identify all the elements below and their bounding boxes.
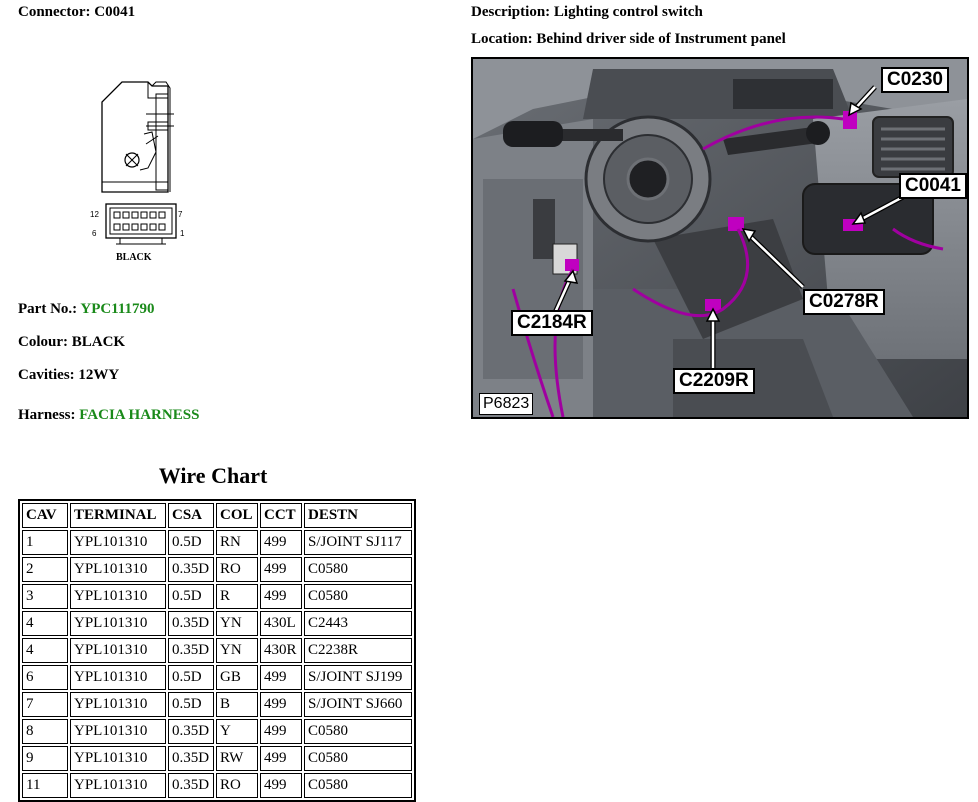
description-label: Description: xyxy=(471,4,551,20)
col-header-terminal: TERMINAL xyxy=(70,503,166,528)
table-row xyxy=(22,773,412,798)
cavities-label: Cavities: xyxy=(18,367,75,383)
pin-label-7: 7 xyxy=(178,210,183,219)
table-row xyxy=(22,746,412,771)
location-line xyxy=(471,31,786,48)
cell-cav: 3 xyxy=(22,584,68,609)
col-header-csa: CSA xyxy=(168,503,214,528)
callout-c0041: C0041 xyxy=(899,173,967,199)
cell-cav: 11 xyxy=(22,773,68,798)
table-row xyxy=(22,530,412,555)
cell-col: Y xyxy=(216,719,258,744)
cell-terminal: YPL101310 xyxy=(70,584,166,609)
cell-destn: S/JOINT SJ117 xyxy=(304,530,412,555)
cell-cct: 499 xyxy=(260,665,302,690)
col-header-cav: CAV xyxy=(22,503,68,528)
cell-destn: C0580 xyxy=(304,719,412,744)
cell-cav: 4 xyxy=(22,611,68,636)
description-value: Lighting control switch xyxy=(553,4,703,20)
cell-cav: 1 xyxy=(22,530,68,555)
location-photo xyxy=(471,57,969,419)
harness-line xyxy=(18,407,199,424)
part-no-label: Part No.: xyxy=(18,301,78,317)
cell-csa: 0.35D xyxy=(168,773,214,798)
cell-cct: 499 xyxy=(260,557,302,582)
cavities-line xyxy=(18,367,119,384)
cell-col: RO xyxy=(216,773,258,798)
cell-terminal: YPL101310 xyxy=(70,530,166,555)
connector-drawing xyxy=(86,74,196,268)
wire-chart-title: Wire Chart xyxy=(158,463,268,488)
cell-col: YN xyxy=(216,638,258,663)
callout-c2184r: C2184R xyxy=(511,310,593,336)
pin-label-12: 12 xyxy=(90,210,99,219)
connector-line xyxy=(18,4,135,21)
colour-line xyxy=(18,334,125,351)
cell-terminal: YPL101310 xyxy=(70,557,166,582)
wire-chart-table xyxy=(18,499,416,802)
cell-terminal: YPL101310 xyxy=(70,665,166,690)
cell-cct: 499 xyxy=(260,530,302,555)
colour-value: BLACK xyxy=(71,334,126,350)
cell-cav: 2 xyxy=(22,557,68,582)
table-row xyxy=(22,584,412,609)
cavities-value: 12WY xyxy=(78,367,120,383)
cell-destn: C0580 xyxy=(304,773,412,798)
connector-label: Connector: xyxy=(18,4,91,20)
cell-terminal: YPL101310 xyxy=(70,719,166,744)
table-row xyxy=(22,638,412,663)
location-label: Location: xyxy=(471,31,533,47)
wire-chart-body xyxy=(22,530,412,798)
cell-col: GB xyxy=(216,665,258,690)
callout-c0230: C0230 xyxy=(881,67,949,93)
connector-drawing-svg xyxy=(86,74,196,268)
harness-label: Harness: xyxy=(18,407,76,423)
cell-col: YN xyxy=(216,611,258,636)
cell-terminal: YPL101310 xyxy=(70,692,166,717)
callout-c0278r: C0278R xyxy=(803,289,885,315)
colour-label: Colour: xyxy=(18,334,68,350)
cell-csa: 0.5D xyxy=(168,665,214,690)
wire-chart-header-row xyxy=(22,503,412,528)
cell-destn: C0580 xyxy=(304,557,412,582)
cell-col: RN xyxy=(216,530,258,555)
cell-cav: 4 xyxy=(22,638,68,663)
location-value: Behind driver side of Instrument panel xyxy=(536,31,786,47)
cell-cct: 430R xyxy=(260,638,302,663)
col-header-col: COL xyxy=(216,503,258,528)
table-row xyxy=(22,557,412,582)
connector-id: C0041 xyxy=(94,4,136,20)
cell-csa: 0.5D xyxy=(168,692,214,717)
callout-c2209r: C2209R xyxy=(673,368,755,394)
cell-destn: C2238R xyxy=(304,638,412,663)
cell-csa: 0.35D xyxy=(168,611,214,636)
cell-cct: 499 xyxy=(260,719,302,744)
cell-csa: 0.5D xyxy=(168,530,214,555)
cell-cav: 9 xyxy=(22,746,68,771)
cell-destn: S/JOINT SJ660 xyxy=(304,692,412,717)
cell-col: B xyxy=(216,692,258,717)
cell-csa: 0.35D xyxy=(168,719,214,744)
cell-terminal: YPL101310 xyxy=(70,611,166,636)
cell-cav: 7 xyxy=(22,692,68,717)
cell-destn: S/JOINT SJ199 xyxy=(304,665,412,690)
pin-label-6: 6 xyxy=(92,229,97,238)
table-row xyxy=(22,665,412,690)
cell-destn: C0580 xyxy=(304,584,412,609)
photo-id: P6823 xyxy=(479,393,533,415)
cell-cct: 499 xyxy=(260,584,302,609)
cell-cct: 499 xyxy=(260,692,302,717)
table-row xyxy=(22,692,412,717)
cell-destn: C2443 xyxy=(304,611,412,636)
harness-link[interactable]: FACIA HARNESS xyxy=(79,407,200,423)
location-photo-svg xyxy=(473,59,967,417)
description-line xyxy=(471,4,703,21)
cell-csa: 0.35D xyxy=(168,557,214,582)
cell-col: RW xyxy=(216,746,258,771)
drawing-colour-text: BLACK xyxy=(116,252,152,263)
table-row xyxy=(22,719,412,744)
cell-destn: C0580 xyxy=(304,746,412,771)
part-no-link[interactable]: YPC111790 xyxy=(80,301,155,317)
cell-csa: 0.35D xyxy=(168,746,214,771)
cell-cav: 6 xyxy=(22,665,68,690)
cell-terminal: YPL101310 xyxy=(70,746,166,771)
cell-col: R xyxy=(216,584,258,609)
cell-csa: 0.5D xyxy=(168,584,214,609)
cell-csa: 0.35D xyxy=(168,638,214,663)
cell-cav: 8 xyxy=(22,719,68,744)
cell-terminal: YPL101310 xyxy=(70,638,166,663)
cell-cct: 499 xyxy=(260,773,302,798)
cell-col: RO xyxy=(216,557,258,582)
table-row xyxy=(22,611,412,636)
cell-cct: 430L xyxy=(260,611,302,636)
col-header-cct: CCT xyxy=(260,503,302,528)
pin-label-1: 1 xyxy=(180,229,185,238)
cell-cct: 499 xyxy=(260,746,302,771)
col-header-destn: DESTN xyxy=(304,503,412,528)
part-no-line xyxy=(18,301,155,318)
cell-terminal: YPL101310 xyxy=(70,773,166,798)
